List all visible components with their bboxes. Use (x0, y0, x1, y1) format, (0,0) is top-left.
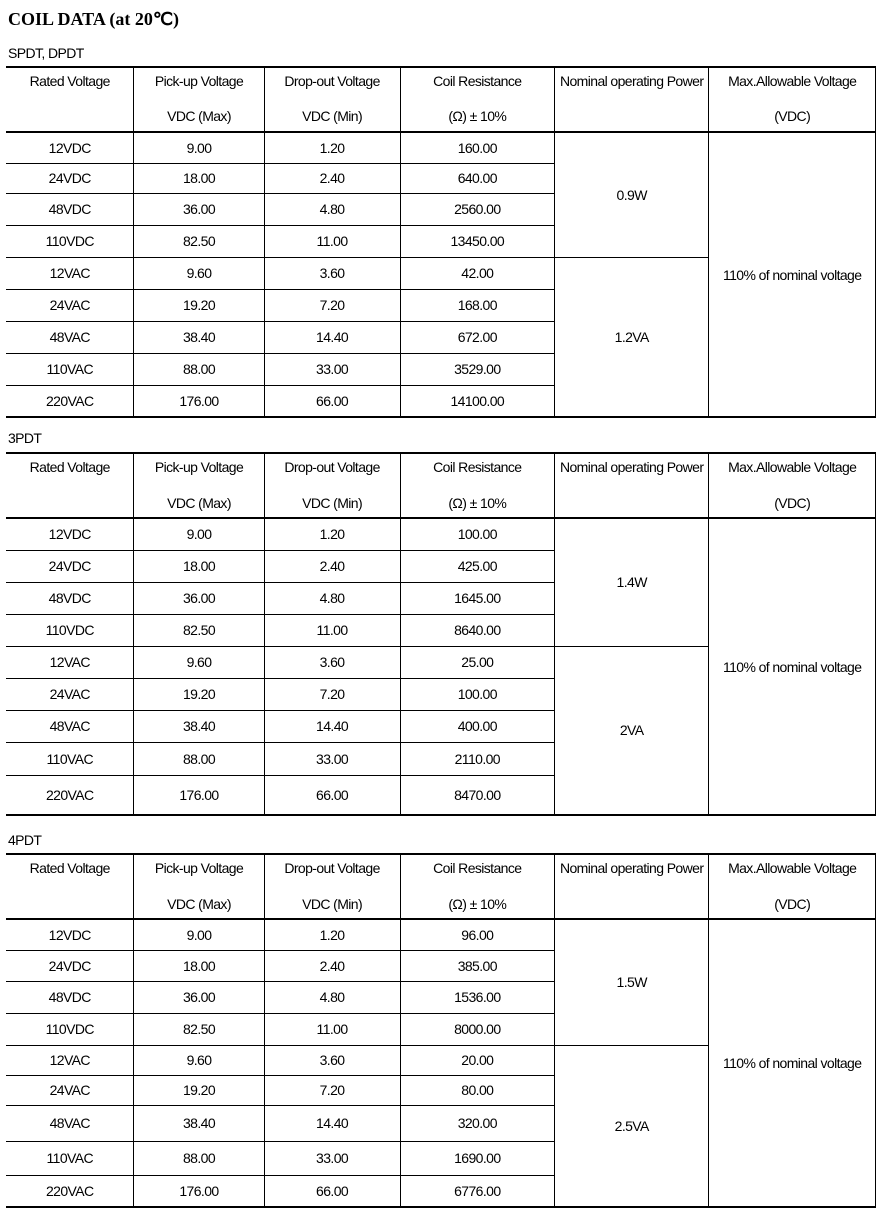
coil-resistance-cell: 6776.00 (400, 1175, 554, 1207)
rated-voltage-cell: 12VDC (6, 518, 134, 550)
rated-voltage-cell: 24VDC (6, 163, 134, 193)
header-max-voltage-unit: (VDC) (709, 100, 876, 132)
coil-resistance-cell: 2560.00 (400, 193, 554, 225)
rated-voltage-cell: 24VDC (6, 950, 134, 981)
dropout-voltage-cell: 11.00 (264, 614, 400, 646)
dropout-voltage-cell: 1.20 (264, 518, 400, 550)
section-label: 4PDT (8, 832, 42, 848)
coil-resistance-cell: 14100.00 (400, 385, 554, 417)
header-rated-voltage: Rated Voltage (6, 67, 134, 100)
header-rated-voltage: Rated Voltage (6, 453, 134, 487)
coil-resistance-cell: 100.00 (400, 518, 554, 550)
header-resistance-unit: (Ω) ± 10% (400, 888, 554, 919)
dropout-voltage-cell: 14.40 (264, 1105, 400, 1141)
rated-voltage-cell: 110VAC (6, 1141, 134, 1175)
coil-resistance-cell: 320.00 (400, 1105, 554, 1141)
dc-nominal-power: 1.4W (555, 518, 709, 646)
rated-voltage-cell: 110VAC (6, 742, 134, 775)
rated-voltage-cell: 12VDC (6, 919, 134, 950)
dropout-voltage-cell: 14.40 (264, 710, 400, 742)
dropout-voltage-cell: 2.40 (264, 163, 400, 193)
header-pickup-voltage: Pick-up Voltage (134, 67, 264, 100)
coil-resistance-cell: 96.00 (400, 919, 554, 950)
ac-nominal-power: 2VA (555, 646, 709, 815)
coil-resistance-cell: 8000.00 (400, 1013, 554, 1045)
header-rated-voltage-sub (6, 487, 134, 518)
coil-resistance-cell: 2110.00 (400, 742, 554, 775)
coil-resistance-cell: 425.00 (400, 550, 554, 582)
header-resistance-unit: (Ω) ± 10% (400, 100, 554, 132)
rated-voltage-cell: 220VAC (6, 1175, 134, 1207)
header-dropout-voltage: Drop-out Voltage (264, 854, 400, 888)
rated-voltage-cell: 24VAC (6, 678, 134, 710)
coil-resistance-cell: 672.00 (400, 321, 554, 353)
header-dropout-voltage: Drop-out Voltage (264, 67, 400, 100)
pickup-voltage-cell: 19.20 (134, 678, 264, 710)
coil-resistance-cell: 168.00 (400, 289, 554, 321)
dropout-voltage-cell: 4.80 (264, 582, 400, 614)
section-label: 3PDT (8, 430, 42, 446)
header-pickup-voltage: Pick-up Voltage (134, 453, 264, 487)
header-pickup-unit: VDC (Max) (134, 888, 264, 919)
coil-resistance-cell: 640.00 (400, 163, 554, 193)
pickup-voltage-cell: 38.40 (134, 321, 264, 353)
header-max-voltage: Max.Allowable Voltage (709, 854, 876, 888)
dropout-voltage-cell: 7.20 (264, 678, 400, 710)
pickup-voltage-cell: 176.00 (134, 1175, 264, 1207)
dropout-voltage-cell: 3.60 (264, 646, 400, 678)
rated-voltage-cell: 110VDC (6, 1013, 134, 1045)
dropout-voltage-cell: 4.80 (264, 193, 400, 225)
pickup-voltage-cell: 82.50 (134, 225, 264, 257)
dropout-voltage-cell: 2.40 (264, 550, 400, 582)
pickup-voltage-cell: 9.00 (134, 518, 264, 550)
dropout-voltage-cell: 66.00 (264, 385, 400, 417)
coil-resistance-cell: 3529.00 (400, 353, 554, 385)
coil-data-table (6, 853, 876, 1208)
header-coil-resistance: Coil Resistance (400, 67, 554, 100)
section-label: SPDT, DPDT (8, 45, 84, 61)
rated-voltage-cell: 48VAC (6, 1105, 134, 1141)
pickup-voltage-cell: 38.40 (134, 710, 264, 742)
ac-nominal-power: 1.2VA (555, 257, 709, 417)
dropout-voltage-cell: 3.60 (264, 1045, 400, 1075)
rated-voltage-cell: 110VAC (6, 353, 134, 385)
header-dropout-voltage: Drop-out Voltage (264, 453, 400, 487)
dropout-voltage-cell: 1.20 (264, 132, 400, 163)
header-max-voltage-unit: (VDC) (709, 888, 876, 919)
rated-voltage-cell: 110VDC (6, 225, 134, 257)
coil-data-table (6, 452, 876, 816)
dropout-voltage-cell: 11.00 (264, 225, 400, 257)
header-pickup-unit: VDC (Max) (134, 100, 264, 132)
coil-resistance-cell: 1690.00 (400, 1141, 554, 1175)
pickup-voltage-cell: 9.00 (134, 132, 264, 163)
coil-resistance-cell: 8470.00 (400, 775, 554, 815)
pickup-voltage-cell: 9.00 (134, 919, 264, 950)
pickup-voltage-cell: 36.00 (134, 981, 264, 1013)
rated-voltage-cell: 24VAC (6, 1075, 134, 1105)
header-max-voltage-unit: (VDC) (709, 487, 876, 518)
coil-resistance-cell: 13450.00 (400, 225, 554, 257)
rated-voltage-cell: 48VAC (6, 710, 134, 742)
header-pickup-voltage: Pick-up Voltage (134, 854, 264, 888)
header-dropout-unit: VDC (Min) (264, 487, 400, 518)
coil-data-table (6, 66, 876, 418)
coil-resistance-cell: 20.00 (400, 1045, 554, 1075)
pickup-voltage-cell: 88.00 (134, 742, 264, 775)
coil-resistance-cell: 100.00 (400, 678, 554, 710)
coil-resistance-cell: 1536.00 (400, 981, 554, 1013)
table-row (6, 919, 876, 950)
pickup-voltage-cell: 9.60 (134, 1045, 264, 1075)
ac-nominal-power: 2.5VA (555, 1045, 709, 1207)
dropout-voltage-cell: 14.40 (264, 321, 400, 353)
header-coil-resistance: Coil Resistance (400, 453, 554, 487)
rated-voltage-cell: 48VDC (6, 981, 134, 1013)
coil-resistance-cell: 8640.00 (400, 614, 554, 646)
dc-nominal-power: 0.9W (555, 132, 709, 257)
dropout-voltage-cell: 33.00 (264, 1141, 400, 1175)
rated-voltage-cell: 220VAC (6, 775, 134, 815)
header-max-voltage: Max.Allowable Voltage (709, 67, 876, 100)
rated-voltage-cell: 12VDC (6, 132, 134, 163)
rated-voltage-cell: 48VDC (6, 582, 134, 614)
header-dropout-unit: VDC (Min) (264, 888, 400, 919)
rated-voltage-cell: 12VAC (6, 257, 134, 289)
dropout-voltage-cell: 3.60 (264, 257, 400, 289)
rated-voltage-cell: 24VDC (6, 550, 134, 582)
header-dropout-unit: VDC (Min) (264, 100, 400, 132)
coil-resistance-cell: 25.00 (400, 646, 554, 678)
max-allowable-voltage: 110% of nominal voltage (709, 132, 876, 417)
pickup-voltage-cell: 176.00 (134, 385, 264, 417)
header-resistance-unit: (Ω) ± 10% (400, 487, 554, 518)
page-title: COIL DATA (at 20℃) (8, 9, 180, 29)
coil-resistance-cell: 385.00 (400, 950, 554, 981)
rated-voltage-cell: 48VDC (6, 193, 134, 225)
pickup-voltage-cell: 176.00 (134, 775, 264, 815)
pickup-voltage-cell: 36.00 (134, 193, 264, 225)
coil-resistance-cell: 400.00 (400, 710, 554, 742)
coil-resistance-cell: 42.00 (400, 257, 554, 289)
header-coil-resistance: Coil Resistance (400, 854, 554, 888)
rated-voltage-cell: 12VAC (6, 1045, 134, 1075)
coil-resistance-cell: 80.00 (400, 1075, 554, 1105)
dropout-voltage-cell: 7.20 (264, 289, 400, 321)
rated-voltage-cell: 220VAC (6, 385, 134, 417)
pickup-voltage-cell: 82.50 (134, 1013, 264, 1045)
dropout-voltage-cell: 4.80 (264, 981, 400, 1013)
pickup-voltage-cell: 19.20 (134, 1075, 264, 1105)
dropout-voltage-cell: 66.00 (264, 775, 400, 815)
coil-resistance-cell: 1645.00 (400, 582, 554, 614)
header-rated-voltage: Rated Voltage (6, 854, 134, 888)
rated-voltage-cell: 24VAC (6, 289, 134, 321)
dc-nominal-power: 1.5W (555, 919, 709, 1045)
dropout-voltage-cell: 66.00 (264, 1175, 400, 1207)
pickup-voltage-cell: 9.60 (134, 646, 264, 678)
pickup-voltage-cell: 82.50 (134, 614, 264, 646)
pickup-voltage-cell: 9.60 (134, 257, 264, 289)
header-pickup-unit: VDC (Max) (134, 487, 264, 518)
pickup-voltage-cell: 18.00 (134, 550, 264, 582)
pickup-voltage-cell: 18.00 (134, 950, 264, 981)
table-row (6, 132, 876, 163)
pickup-voltage-cell: 88.00 (134, 353, 264, 385)
dropout-voltage-cell: 7.20 (264, 1075, 400, 1105)
header-nominal-power: Nominal operating Power (555, 453, 709, 518)
dropout-voltage-cell: 33.00 (264, 353, 400, 385)
max-allowable-voltage: 110% of nominal voltage (709, 919, 876, 1207)
rated-voltage-cell: 110VDC (6, 614, 134, 646)
dropout-voltage-cell: 1.20 (264, 919, 400, 950)
coil-resistance-cell: 160.00 (400, 132, 554, 163)
header-rated-voltage-sub (6, 100, 134, 132)
dropout-voltage-cell: 2.40 (264, 950, 400, 981)
max-allowable-voltage: 110% of nominal voltage (709, 518, 876, 815)
rated-voltage-cell: 12VAC (6, 646, 134, 678)
pickup-voltage-cell: 38.40 (134, 1105, 264, 1141)
pickup-voltage-cell: 88.00 (134, 1141, 264, 1175)
header-nominal-power: Nominal operating Power (555, 67, 709, 132)
pickup-voltage-cell: 18.00 (134, 163, 264, 193)
pickup-voltage-cell: 19.20 (134, 289, 264, 321)
header-rated-voltage-sub (6, 888, 134, 919)
header-nominal-power: Nominal operating Power (555, 854, 709, 919)
pickup-voltage-cell: 36.00 (134, 582, 264, 614)
table-row (6, 518, 876, 550)
header-max-voltage: Max.Allowable Voltage (709, 453, 876, 487)
rated-voltage-cell: 48VAC (6, 321, 134, 353)
dropout-voltage-cell: 11.00 (264, 1013, 400, 1045)
dropout-voltage-cell: 33.00 (264, 742, 400, 775)
